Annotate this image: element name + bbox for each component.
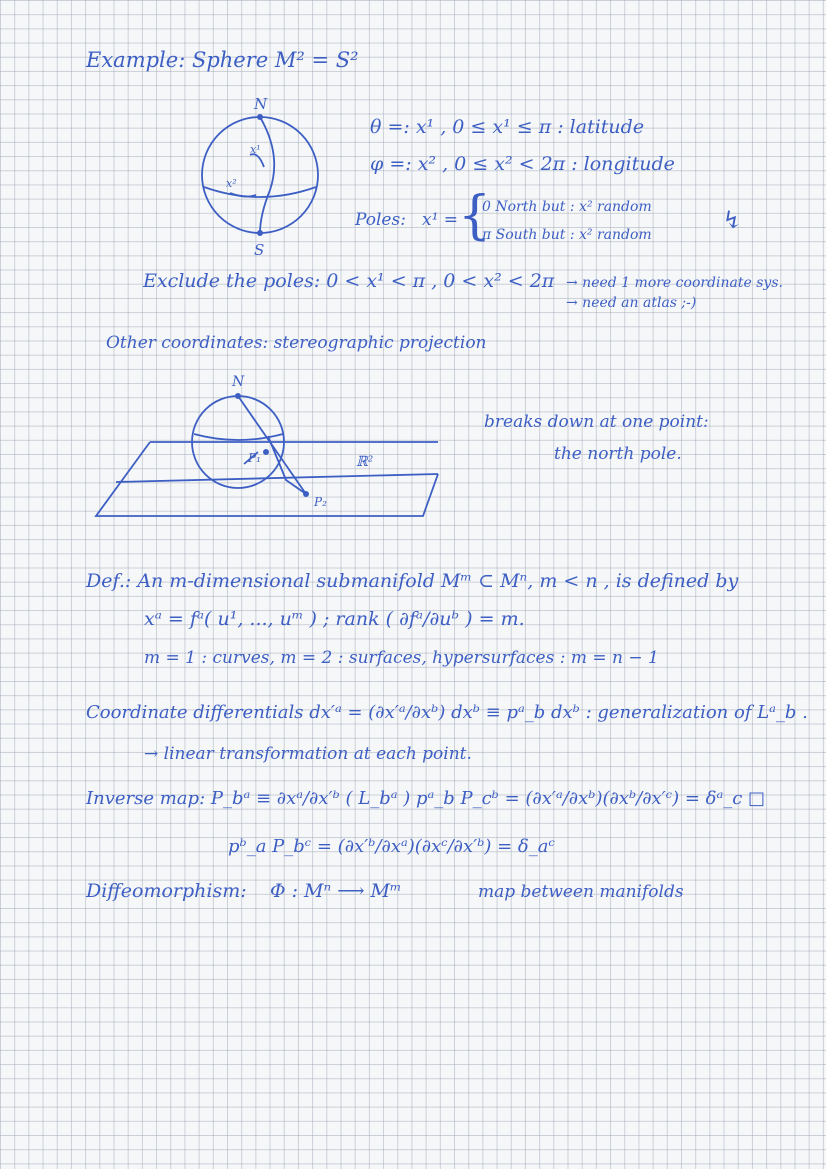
north-label: N: [254, 95, 268, 113]
stereographic-figure: [78, 370, 458, 525]
south-label: S: [254, 241, 265, 259]
breaks-down-line2: the north pole.: [554, 444, 682, 464]
example-heading: Example: Sphere M² = S²: [86, 48, 359, 72]
definition-line3: m = 1 : curves, m = 2 : surfaces, hypersurfaces : m = n − 1: [144, 648, 659, 668]
linear-transformation-note: → linear transformation at each point.: [144, 744, 472, 764]
note-more-coordinates: → need 1 more coordinate sys.: [566, 275, 783, 291]
other-coordinates: Other coordinates: stereographic projection: [106, 333, 487, 353]
north-dot: [235, 393, 241, 399]
poles-north-row: 0 North but : x² random: [482, 199, 652, 215]
contradiction-mark: ↯: [722, 206, 743, 234]
poles-brace: {: [458, 186, 492, 246]
note-atlas: → need an atlas ;-): [566, 295, 697, 311]
meridian: [260, 117, 274, 233]
inverse-map-line1: Inverse map: P_bᵃ ≡ ∂xᵃ/∂x′ᵇ ( L_bᵃ ) pᵃ_b P_cᵇ = (∂x′ᵃ/∂xᵇ)(∂xᵇ/∂x′ᶜ) = δᵃ_c □: [86, 788, 766, 809]
x1-label: x¹: [250, 143, 261, 156]
x1-arc: [250, 154, 264, 167]
p2-label: P₂: [314, 495, 327, 509]
p1-label: P₁: [248, 451, 261, 465]
inverse-map-line2: pᵇ_a P_bᶜ = (∂x′ᵇ/∂xᵃ)(∂xᶜ/∂x′ᵇ) = δ_aᶜ: [228, 836, 555, 857]
diffeomorphism-note: map between manifolds: [478, 882, 684, 902]
plane-mid: [116, 474, 438, 482]
stereo-north-label: N: [232, 374, 245, 390]
north-pole-dot: [257, 114, 263, 120]
p2-dot: [303, 491, 309, 497]
diffeomorphism-label: Diffeomorphism:: [86, 880, 247, 902]
sphere-figure: [190, 95, 330, 260]
definition-line2: xᵃ = fᵃ( u¹, ..., uᵐ ) ; rank ( ∂fᵃ/∂uᵇ ) = m.: [144, 608, 525, 630]
exclude-poles: Exclude the poles: 0 < x¹ < π , 0 < x² < 2π: [143, 270, 555, 292]
sphere-outline: [202, 117, 318, 233]
breaks-down-line1: breaks down at one point:: [484, 412, 709, 432]
definition-line1: Def.: An m-dimensional submanifold Mᵐ ⊂ Mⁿ, m < n , is defined by: [86, 570, 739, 592]
x2-label: x²: [226, 177, 237, 190]
p1-dot: [263, 449, 269, 455]
coord-longitude: φ =: x² , 0 ≤ x² < 2π : longitude: [370, 153, 675, 175]
x2-arc: [230, 193, 256, 197]
plane-label: ℝ²: [356, 454, 374, 470]
poles-label: Poles:: [355, 210, 406, 230]
diffeomorphism-formula: Φ : Mⁿ ⟶ Mᵐ: [270, 880, 402, 902]
equator: [204, 187, 316, 197]
poles-south-row: π South but : x² random: [482, 227, 652, 243]
south-pole-dot: [257, 230, 263, 236]
poles-lhs: x¹ =: [422, 210, 459, 230]
coord-latitude: θ =: x¹ , 0 ≤ x¹ ≤ π : latitude: [370, 116, 645, 138]
coordinate-differentials: Coordinate differentials dx′ᵃ = (∂x′ᵃ/∂xᵇ) dxᵇ ≡ pᵃ_b dxᵇ : generalization of Lᵃ_b .: [86, 702, 808, 723]
